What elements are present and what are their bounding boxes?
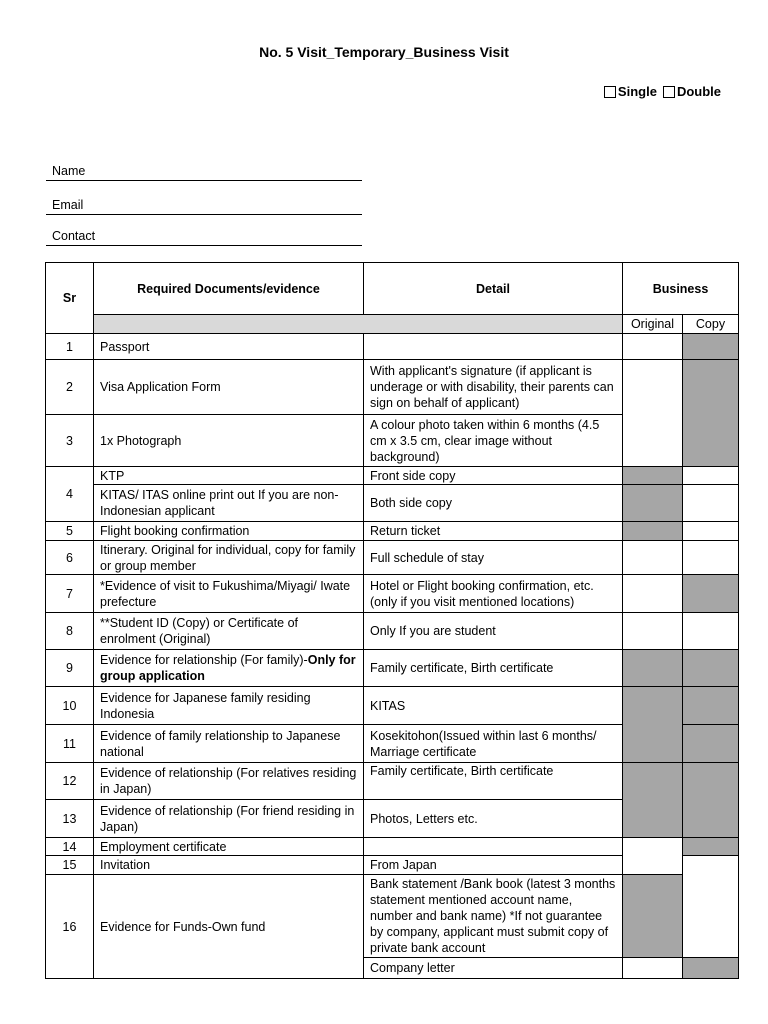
- row-detail: Family certificate, Birth certificate: [364, 763, 623, 800]
- table-row: [46, 522, 739, 541]
- row-sr: 11: [46, 725, 94, 763]
- copy-cell[interactable]: [683, 613, 739, 650]
- original-cell[interactable]: [623, 838, 683, 875]
- row-detail: With applicant's signature (if applicant is underage or with disability, their parents can sign on behalf of applicant): [364, 360, 623, 415]
- row-document-bold-note: Only for group application: [100, 653, 356, 683]
- table-row: [46, 650, 739, 687]
- original-cell[interactable]: [623, 360, 683, 467]
- row-sr: 13: [46, 800, 94, 838]
- row-sr: 16: [46, 875, 94, 979]
- copy-cell[interactable]: [683, 856, 739, 958]
- copy-cell-shaded: [683, 650, 739, 687]
- single-option[interactable]: [604, 84, 657, 99]
- row-detail: Company letter: [364, 958, 623, 979]
- row-detail: Hotel or Flight booking confirmation, etc. (only if you visit mentioned locations): [364, 575, 623, 613]
- copy-cell-shaded: [683, 334, 739, 360]
- row-detail: Return ticket: [364, 522, 623, 541]
- original-cell-shaded: [623, 763, 683, 838]
- row-document: KTP: [94, 467, 364, 485]
- row-sr: 5: [46, 522, 94, 541]
- row-sr: 12: [46, 763, 94, 800]
- row-document: *Evidence of visit to Fukushima/Miyagi/ Iwate prefecture: [94, 575, 364, 613]
- row-sr: 4: [46, 467, 94, 522]
- original-cell[interactable]: [623, 958, 683, 979]
- copy-cell-shaded: [683, 360, 739, 467]
- header-business: Business: [623, 263, 739, 315]
- copy-cell-shaded: [683, 838, 739, 856]
- row-document: Passport: [94, 334, 364, 360]
- page-title: No. 5 Visit_Temporary_Business Visit: [259, 44, 509, 60]
- header-sr: Sr: [46, 263, 94, 334]
- original-cell[interactable]: [623, 575, 683, 613]
- copy-cell-shaded: [683, 958, 739, 979]
- header-copy: Copy: [683, 315, 739, 334]
- original-cell[interactable]: [623, 334, 683, 360]
- row-document: [94, 650, 364, 687]
- double-label: Double: [676, 84, 721, 99]
- row-detail: Full schedule of stay: [364, 541, 623, 575]
- row-document: Employment certificate: [94, 838, 364, 856]
- row-detail: Both side copy: [364, 485, 623, 522]
- row-document: 1x Photograph: [94, 415, 364, 467]
- row-document-text: Evidence for relationship (For family)-: [100, 653, 308, 667]
- row-detail: [364, 838, 623, 856]
- row-detail: KITAS: [364, 687, 623, 725]
- row-document: Itinerary. Original for individual, copy for family or group member: [94, 541, 364, 575]
- row-detail: A colour photo taken within 6 months (4.5 cm x 3.5 cm, clear image without background): [364, 415, 623, 467]
- copy-cell-shaded: [683, 687, 739, 725]
- row-sr: 2: [46, 360, 94, 415]
- copy-cell[interactable]: [683, 522, 739, 541]
- row-document: Flight booking confirmation: [94, 522, 364, 541]
- copy-cell-shaded: [683, 763, 739, 838]
- row-document: Evidence of family relationship to Japanese national: [94, 725, 364, 763]
- row-detail: Front side copy: [364, 467, 623, 485]
- header-detail: Detail: [364, 263, 623, 315]
- row-document: Evidence of relationship (For friend residing in Japan): [94, 800, 364, 838]
- row-document: Evidence for Japanese family residing Indonesia: [94, 687, 364, 725]
- table-row: [46, 541, 739, 575]
- row-document: **Student ID (Copy) or Certificate of enrolment (Original): [94, 613, 364, 650]
- row-detail: Kosekitohon(Issued within last 6 months/ Marriage certificate: [364, 725, 623, 763]
- table-row: [46, 613, 739, 650]
- row-detail: From Japan: [364, 856, 623, 875]
- row-sr: 14: [46, 838, 94, 856]
- row-detail: Family certificate, Birth certificate: [364, 650, 623, 687]
- copy-cell-shaded: [683, 725, 739, 763]
- row-document: Evidence of relationship (For relatives residing in Japan): [94, 763, 364, 800]
- table-row: [46, 687, 739, 725]
- copy-cell[interactable]: [683, 541, 739, 575]
- double-checkbox[interactable]: [663, 86, 675, 98]
- original-cell-shaded: [623, 467, 683, 485]
- table-row: [46, 875, 739, 958]
- table-row: [46, 360, 739, 415]
- visa-type-options: [600, 84, 721, 99]
- table-subheader-row: [46, 315, 739, 334]
- single-checkbox[interactable]: [604, 86, 616, 98]
- original-cell-shaded: [623, 650, 683, 687]
- copy-cell-shaded: [683, 575, 739, 613]
- single-label: Single: [617, 84, 657, 99]
- email-label: Email: [52, 198, 84, 212]
- row-sr: 3: [46, 415, 94, 467]
- original-cell[interactable]: [623, 541, 683, 575]
- original-cell[interactable]: [623, 613, 683, 650]
- row-sr: 8: [46, 613, 94, 650]
- subheader-shaded-band: [94, 315, 623, 334]
- table-row: [46, 334, 739, 360]
- table-row: [46, 575, 739, 613]
- original-cell-shaded: [623, 485, 683, 522]
- contact-label: Contact: [52, 229, 96, 243]
- table-header-row: [46, 263, 739, 315]
- row-detail: Bank statement /Bank book (latest 3 months statement mentioned account name, number and bank name) *If not guarantee by company, applicant must submit copy of private bank account: [364, 875, 623, 958]
- row-sr: 9: [46, 650, 94, 687]
- table-row: [46, 467, 739, 485]
- row-sr: 10: [46, 687, 94, 725]
- header-docs: Required Documents/evidence: [94, 263, 364, 315]
- original-cell-shaded: [623, 687, 683, 725]
- contact-field[interactable]: [46, 228, 362, 246]
- row-detail: Photos, Letters etc.: [364, 800, 623, 838]
- name-field[interactable]: [46, 163, 362, 181]
- row-document: Invitation: [94, 856, 364, 875]
- table-row: [46, 485, 739, 522]
- row-document: KITAS/ ITAS online print out If you are non-Indonesian applicant: [94, 485, 364, 522]
- row-sr: 7: [46, 575, 94, 613]
- required-documents-table: [45, 262, 739, 979]
- row-document: Visa Application Form: [94, 360, 364, 415]
- copy-cell[interactable]: [683, 467, 739, 485]
- row-sr: 1: [46, 334, 94, 360]
- double-option[interactable]: [663, 84, 721, 99]
- table-row: [46, 763, 739, 800]
- header-original: Original: [623, 315, 683, 334]
- row-document: Evidence for Funds-Own fund: [94, 875, 364, 979]
- row-sr: 6: [46, 541, 94, 575]
- original-cell-shaded: [623, 875, 683, 958]
- email-field[interactable]: [46, 197, 362, 215]
- table-row: [46, 725, 739, 763]
- name-label: Name: [52, 164, 86, 178]
- row-sr: 15: [46, 856, 94, 875]
- original-cell-shaded: [623, 522, 683, 541]
- original-cell-shaded: [623, 725, 683, 763]
- copy-cell[interactable]: [683, 485, 739, 522]
- table-row: [46, 838, 739, 856]
- row-detail: [364, 334, 623, 360]
- row-detail: Only If you are student: [364, 613, 623, 650]
